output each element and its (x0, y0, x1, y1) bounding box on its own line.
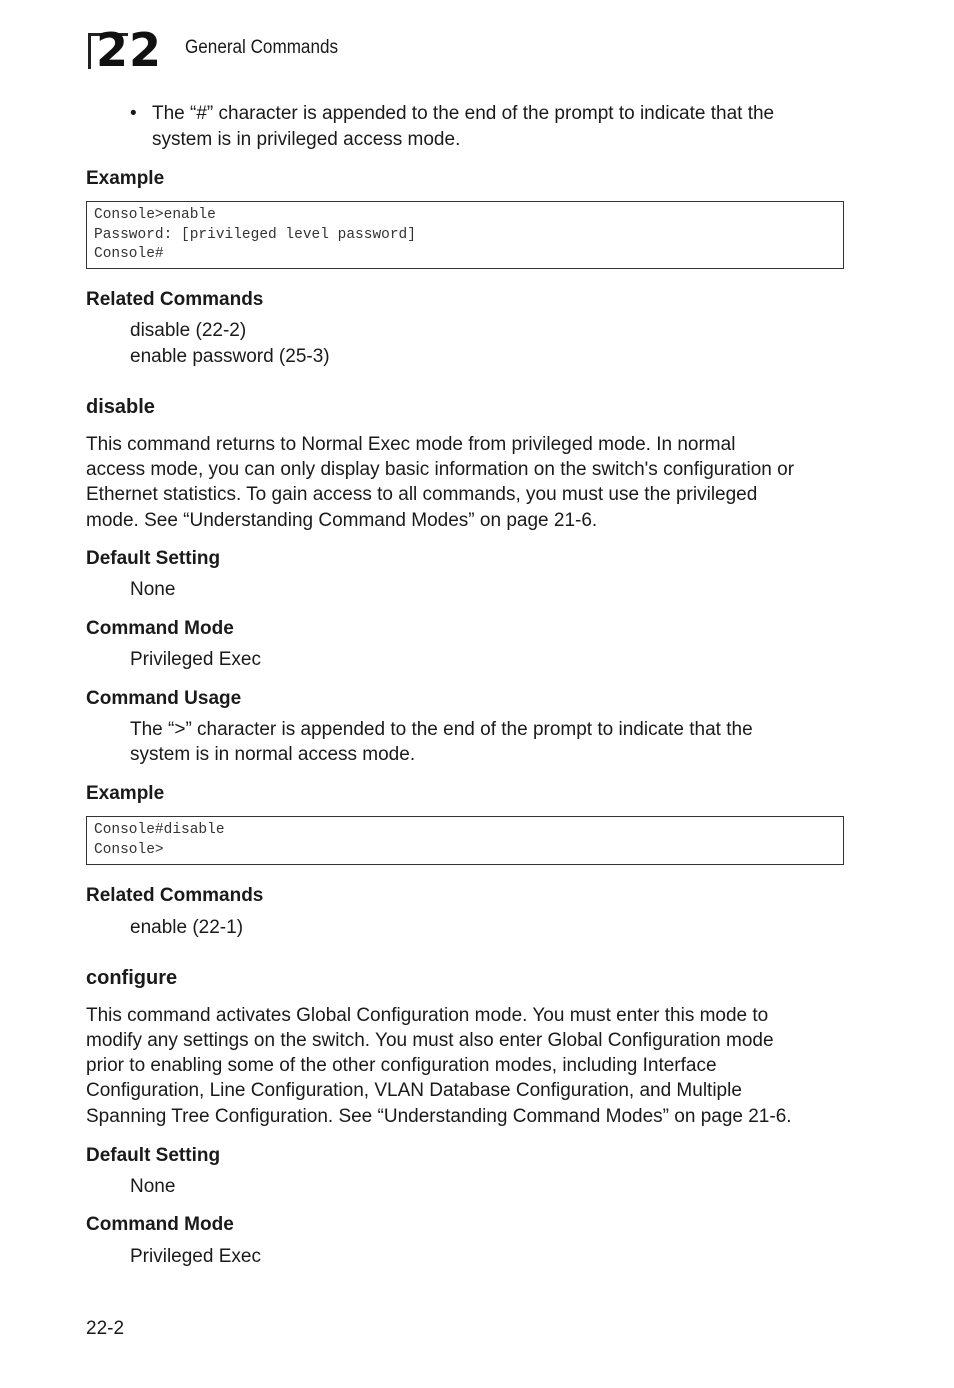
command-usage-line1: The “>” character is appended to the end of the prompt to indicate that the (130, 719, 753, 740)
example-code-block (86, 201, 844, 269)
code-line: Console> (94, 841, 164, 858)
description-line: Spanning Tree Configuration. See “Understanding Command Modes” on page 21-6. (86, 1106, 792, 1127)
example-heading: Example (86, 168, 165, 189)
code-line: Password: [privileged level password] (94, 226, 416, 243)
command-usage-line2: system is in normal access mode. (130, 744, 416, 765)
related-commands-heading: Related Commands (86, 289, 264, 310)
example-heading: Example (86, 783, 165, 804)
chapter-number-box (88, 23, 165, 77)
related-commands-heading: Related Commands (86, 885, 264, 906)
command-usage-heading: Command Usage (86, 688, 242, 709)
description-line: This command returns to Normal Exec mode from privileged mode. In normal (86, 434, 736, 455)
command-mode-heading: Command Mode (86, 618, 234, 639)
default-setting-value: None (130, 1176, 176, 1197)
command-mode-value: Privileged Exec (130, 649, 261, 670)
description-line: mode. See “Understanding Command Modes” on page 21-6. (86, 510, 598, 531)
default-setting-heading: Default Setting (86, 1145, 221, 1166)
command-title-configure: configure (86, 967, 178, 989)
code-line: Console>enable (94, 207, 216, 223)
bullet-text-line1: The “#” character is appended to the end of the prompt to indicate that the (152, 103, 775, 124)
description-line: modify any settings on the switch. You must also enter Global Configuration mode (86, 1030, 774, 1051)
description-line: Ethernet statistics. To gain access to all commands, you must use the privileged (86, 484, 758, 505)
related-command-item: disable (22-2) (130, 320, 247, 341)
command-title-disable: disable (86, 396, 155, 418)
chapter-title: General Commands (185, 37, 339, 58)
default-setting-value: None (130, 579, 176, 600)
example-code-block (86, 816, 844, 865)
related-command-item: enable (22-1) (130, 917, 244, 938)
bullet-marker: • (130, 103, 137, 124)
command-mode-value: Privileged Exec (130, 1246, 261, 1267)
code-line: Console#disable (94, 822, 225, 838)
command-mode-heading: Command Mode (86, 1214, 234, 1235)
description-line: prior to enabling some of the other configuration modes, including Interface (86, 1055, 717, 1076)
code-line: Console# (94, 246, 164, 262)
description-line: access mode, you can only display basic information on the switch's configuration or (86, 459, 795, 480)
page-number: 22-2 (86, 1318, 125, 1339)
chapter-number: 22 (96, 23, 163, 77)
description-line: This command activates Global Configuration mode. You must enter this mode to (86, 1005, 769, 1026)
related-command-item: enable password (25-3) (130, 346, 330, 367)
bullet-text-line2: system is in privileged access mode. (152, 129, 461, 150)
default-setting-heading: Default Setting (86, 548, 221, 569)
description-line: Configuration, Line Configuration, VLAN Database Configuration, and Multiple (86, 1080, 742, 1101)
